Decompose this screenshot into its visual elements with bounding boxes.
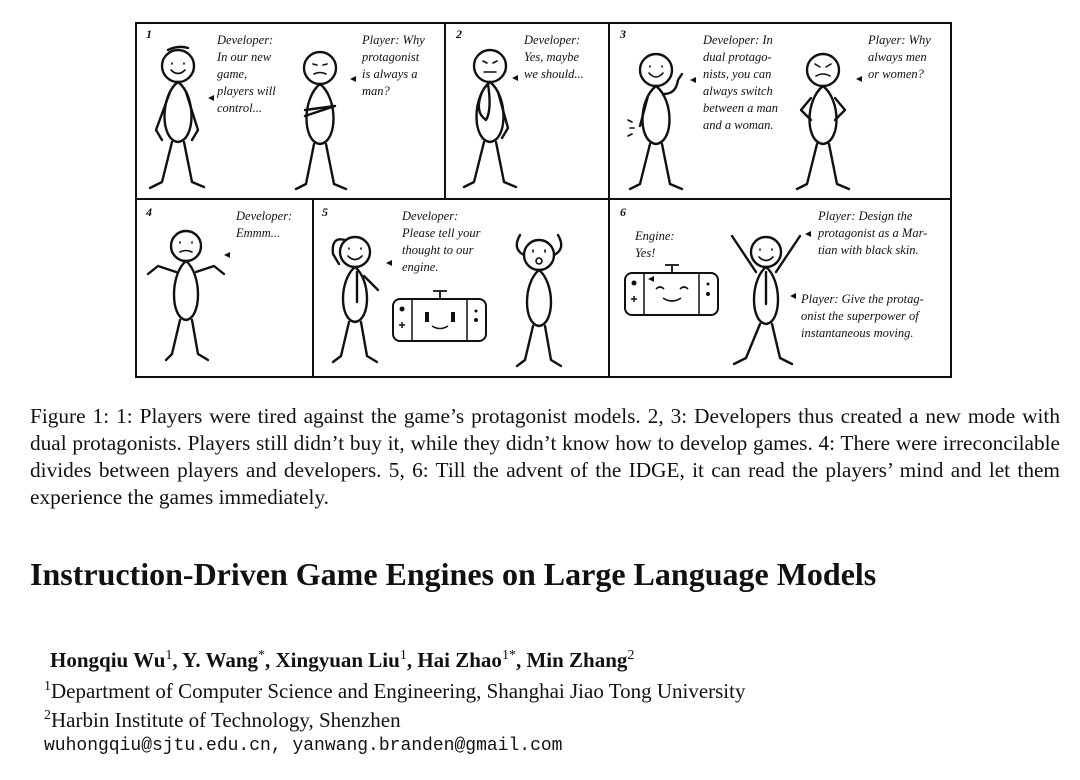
svg-text:man?: man?	[362, 84, 390, 98]
author-mark: 1	[399, 648, 407, 663]
svg-text:thought to our: thought to our	[402, 243, 474, 257]
svg-text:Developer:: Developer:	[524, 33, 581, 47]
panel-5-number: 5	[322, 205, 328, 219]
svg-text:Player: Design the: Player: Design the	[818, 209, 913, 223]
affiliation-text: Department of Computer Science and Engineering, Shanghai Jiao Tong University	[51, 679, 746, 703]
panel-4-developer-speech	[235, 209, 292, 240]
svg-text:tian with black skin.: tian with black skin.	[818, 243, 919, 257]
panel-3-player-speech	[867, 33, 931, 81]
author-name: Xingyuan Liu	[275, 648, 400, 672]
svg-text:onist the superpower of: onist the superpower of	[801, 309, 919, 323]
player-figure-panel-1	[296, 52, 346, 189]
panel-6-player-speech-2	[800, 292, 924, 340]
svg-text:protagonist as a Mar-: protagonist as a Mar-	[818, 226, 928, 240]
svg-text:instantaneous moving.: instantaneous moving.	[801, 326, 914, 340]
developer-figure-panel-1	[150, 47, 204, 188]
player-figure-panel-5	[517, 235, 561, 366]
svg-text:engine.: engine.	[402, 260, 439, 274]
svg-text:Developer:: Developer:	[217, 33, 274, 47]
panel-1-player-speech	[361, 33, 425, 98]
panel-2-number: 2	[456, 27, 462, 41]
svg-text:dual protago-: dual protago-	[703, 50, 772, 64]
author-mark: *	[258, 648, 266, 663]
svg-text:between a man: between a man	[703, 101, 778, 115]
figure-caption: Figure 1: 1: Players were tired against the game’s protagonist models. 2, 3: Developers thus created a new mode with dual protagonists. Players still didn’t buy it, while they didn’t know how to develop games. 4: There were irreconcilable divides between players and developers. 5, 6: Till the advent of the IDGE, it can read the players’ mind and let them experience the games immediately.	[30, 404, 1060, 509]
developer-figure-panel-2	[464, 50, 516, 187]
player-figure-panel-3	[797, 54, 849, 189]
author-list: Hongqiu Wu$^1$, Y. Wang*, Xingyuan Liu$^1$, Hai Zhao$^{1*}$, Min Zhang$^2$	[50, 648, 635, 672]
affiliation-mark: 1	[44, 679, 51, 694]
panel-6-engine-speech	[634, 229, 675, 260]
svg-text:players will: players will	[217, 84, 276, 98]
panel-1-developer-speech	[216, 33, 276, 115]
svg-text:Developer:: Developer:	[236, 209, 293, 223]
svg-text:we should...: we should...	[524, 67, 584, 81]
panel-1-number: 1	[146, 27, 152, 41]
svg-text:Player: Why: Player: Why	[868, 33, 931, 47]
svg-text:Player: Give the protag-: Player: Give the protag-	[801, 292, 924, 306]
svg-text:game,: game,	[217, 67, 248, 81]
svg-text:and a woman.: and a woman.	[703, 118, 774, 132]
author-name: Min Zhang	[526, 648, 628, 672]
author-name: Hongqiu Wu	[50, 648, 166, 672]
author-mark: 1	[165, 648, 173, 663]
panel-5-developer-speech	[401, 209, 481, 274]
panel-4-number: 4	[146, 205, 152, 219]
svg-text:is always a: is always a	[362, 67, 418, 81]
svg-text:Player: Why: Player: Why	[362, 33, 425, 47]
svg-text:or women?: or women?	[868, 67, 924, 81]
svg-text:Yes, maybe: Yes, maybe	[524, 50, 580, 64]
author-name: Hai Zhao	[417, 648, 502, 672]
panel-2-developer-speech	[523, 33, 584, 81]
author-mark: 1*	[501, 648, 516, 663]
game-console-panel-5	[393, 291, 486, 341]
svg-text:protagonist: protagonist	[362, 50, 420, 64]
author-emails: wuhongqiu@sjtu.edu.cn, yanwang.branden@gmail.com	[44, 736, 563, 756]
panel-6-number: 6	[620, 205, 626, 219]
panel-3-developer-speech	[702, 33, 778, 132]
affiliation-mark: 2	[44, 708, 51, 723]
svg-text:Please tell your: Please tell your	[402, 226, 481, 240]
developer-figure-panel-5	[333, 237, 378, 362]
svg-text:Emmm...: Emmm...	[236, 226, 281, 240]
svg-text:Engine:: Engine:	[635, 229, 675, 243]
developer-figure-panel-3	[628, 54, 682, 189]
svg-text:control...: control...	[217, 101, 263, 115]
svg-text:always men: always men	[868, 50, 927, 64]
svg-text:always switch: always switch	[703, 84, 773, 98]
author-name: Y. Wang	[182, 648, 259, 672]
svg-text:Yes!: Yes!	[635, 246, 656, 260]
svg-text:Developer: In: Developer: In	[703, 33, 773, 47]
affiliation-text: Harbin Institute of Technology, Shenzhen	[51, 708, 401, 732]
panel-3-number: 3	[620, 27, 626, 41]
svg-text:nists, you can: nists, you can	[703, 67, 772, 81]
panel-6-player-speech-1	[817, 209, 927, 257]
affiliation-1	[44, 679, 745, 704]
author-mark: 2	[627, 648, 635, 663]
developer-figure-panel-4	[148, 231, 224, 360]
affiliation-2	[44, 708, 401, 733]
game-console-panel-6	[625, 265, 718, 315]
paper-title: Instruction-Driven Game Engines on Large Language Models	[30, 556, 877, 592]
player-figure-panel-6	[732, 236, 800, 364]
svg-text:In our new: In our new	[217, 50, 272, 64]
svg-text:Developer:: Developer:	[402, 209, 459, 223]
